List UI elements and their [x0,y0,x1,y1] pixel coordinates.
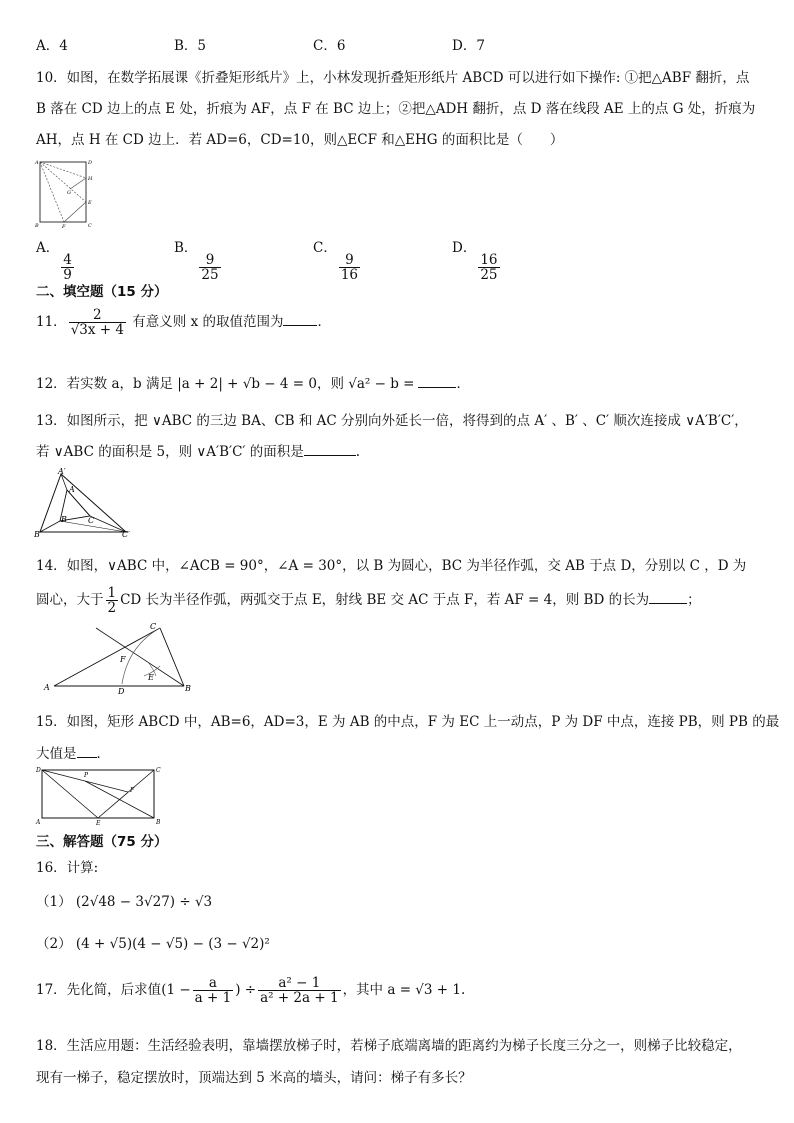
q14-half-den: 2 [107,600,117,617]
q9-option-a: A．4 [36,38,68,54]
q15-fig-label-b: B [156,819,161,826]
q10-option-c-letter: C． [313,240,337,256]
q10-option-c-num: 9 [345,252,354,268]
q14-fig-label-e: E [148,673,154,682]
q10-fig-label-e: E [88,200,92,206]
q9-option-d: D．7 [452,38,485,54]
q10-option-c-den: 16 [340,267,359,284]
q15-line2-end: ． [96,746,110,762]
q13-fig-label-c: C [88,516,95,525]
q10-fig-label-g: G [67,190,71,196]
q13-line1: 13．如图所示，把 ∨ABC 的三边 BA、CB 和 AC 分别向外延长一倍，将得到的点 A′ 、B′ 、C′ 顺次连接成 ∨A′B′C′， [36,413,748,429]
q13-figure [34,466,138,540]
q14-line2-post: CD 长为半径作弧，两弧交于点 E，射线 BE 交 AC 于点 F，若 AF = 4，则 BD 的长为 [120,592,650,609]
q10-option-a-num: 4 [63,252,72,268]
q14-fig-label-c: C [150,622,157,631]
q10-option-a-den: 9 [63,267,72,284]
q12-text: 12．若实数 a，b 满足 |a + 2| + √b − 4 = 0，则 √a² − b = [36,376,415,392]
q17-left: (1 − [161,982,191,999]
q15-fig-label-d: D [36,767,41,774]
q13-fig-label-b-prime: B′ [34,530,42,539]
q15-line2 [36,742,110,762]
q9-option-b: B．5 [174,38,207,54]
q16-part2: （2） (4 + √5)(4 − √5) − (3 − √2)² [36,936,270,952]
q10-fig-label-d: D [88,160,93,166]
q10-fig-label-h: H [88,176,93,182]
q18-line1: 18．生活应用题：生活经验表明，靠墙摆放梯子时，若梯子底端离墙的距离约为梯子长度三分之一，则梯子比较稳定， [36,1038,742,1054]
q17-prefix: 17．先化简，后求值 [36,982,162,999]
q17-frac2-den: a² + 2a + 1 [260,990,339,1007]
q15-line2-text: 大值是 [36,746,77,762]
q10-line2: B 落在 CD 边上的点 E 处，折痕为 AF，点 F 在 BC 边上；②把△ADH 翻折，点 D 落在线段 AE 上的点 G 处，折痕为 [36,101,756,117]
q15-figure [34,762,162,826]
q14-line2 [36,586,701,615]
q13-fig-label-b: B [61,515,67,524]
q11-frac-den: √3x + 4 [70,322,124,339]
q17-mid: ) ÷ [235,982,257,999]
q13-fig-label-a-prime: A′ [58,467,66,476]
q10-option-a [36,236,76,282]
q15-fig-label-a: A [36,819,41,826]
q14-line1: 14．如图，∨ABC 中，∠ACB = 90°，∠A = 30°，以 B 为圆心，BC 为半径作弧，交 AB 于点 D，分别以 C ，D 为 [36,558,747,574]
q12: 12．若实数 a，b 满足 |a + 2| + √b − 4 = 0，则 √a² − b = ． [36,376,470,392]
q13-line2-wrap: 若 ∨ABC 的面积是 5，则 ∨A′B′C′ 的面积是 . [36,444,361,460]
q17-suffix: ，其中 a = √3 + 1. [342,982,466,999]
q10-fig-label-f: F [62,224,66,230]
q11: 11． $\frac{2}{√3x + 4}$ 有意义则 x 的取值范围为 ． [36,307,331,339]
q10-option-d-den: 25 [480,267,498,284]
q10-line3: AH，点 H 在 CD 边上．若 AD=6，CD=10，则△ECF 和△EHG 的面积比是（ ） [36,132,564,148]
q10-option-d-letter: D． [452,240,477,256]
q13-line2: 若 ∨ABC 的面积是 5，则 ∨A′B′C′ 的面积是 [36,444,304,460]
q9-option-c: C．6 [313,38,346,54]
q10-figure [34,156,96,230]
q11-blank [283,325,317,326]
q17-frac2-num: a² − 1 [278,975,321,991]
q14-fig-label-b: B [185,684,191,693]
q10-option-c [313,236,362,282]
q10-option-b-num: 9 [205,252,215,268]
q15-fig-label-f: F [130,787,135,794]
q17-frac1-num: a [208,975,217,991]
q15-fig-label-p: P [84,772,89,779]
q14-figure [36,618,196,698]
q15-line1: 15．如图，矩形 ABCD 中，AB=6，AD=3，E 为 AB 的中点，F 为 EC 上一动点，P 为 DF 中点，连接 PB，则 PB 的最 [36,714,780,730]
q15-blank [77,757,97,758]
q11-text: 有意义则 x 的取值范围为 [132,314,284,331]
q10-option-d-num: 16 [480,252,498,268]
q10-fig-label-a: A [35,160,39,166]
q13-fig-label-c-prime: C′ [122,530,130,539]
q10-option-b [174,236,223,282]
q10-fig-label-b: B [35,223,39,229]
q14-blank [649,603,687,604]
q14-line2-end: ； [687,592,701,609]
q11-frac-num: 2 [93,307,102,323]
q13-blank [304,455,356,456]
q10-option-a-letter: A． [36,240,60,256]
q13-fig-label-a: A [69,485,75,494]
section3-heading: 三、解答题（75 分） [36,834,168,850]
q17 [36,976,465,1005]
q11-number: 11． [36,314,67,331]
q10-option-b-den: 25 [201,267,219,284]
section2-heading: 二、填空题（15 分） [36,284,168,300]
q18-line2: 现有一梯子，稳定摆放时，顶端达到 5 米高的墙头，请问：梯子有多长？ [36,1070,472,1086]
q16-title: 16．计算: [36,860,99,876]
q10-option-d [452,236,502,282]
q15-fig-label-c: C [156,767,161,774]
q12-blank [418,387,456,388]
q14-fig-label-f: F [120,655,126,664]
q14-line2-pre: 圆心，大于 [36,592,104,609]
q14-half-num: 1 [107,585,117,601]
q14-fig-label-d: D [118,687,125,696]
q10-line1: 10．如图，在数学拓展课《折叠矩形纸片》上，小林发现折叠矩形纸片 ABCD 可以进行如下操作: ①把△ABF 翻折，点 [36,70,750,86]
q10-option-b-letter: B． [174,240,198,256]
q15-fig-label-e: E [96,820,101,826]
q16-part1: （1） (2√48 − 3√27) ÷ √3 [36,894,213,910]
q10-fig-label-c: C [88,223,92,229]
q17-frac1-den: a + 1 [194,990,232,1007]
q14-fig-label-a: A [44,683,50,692]
